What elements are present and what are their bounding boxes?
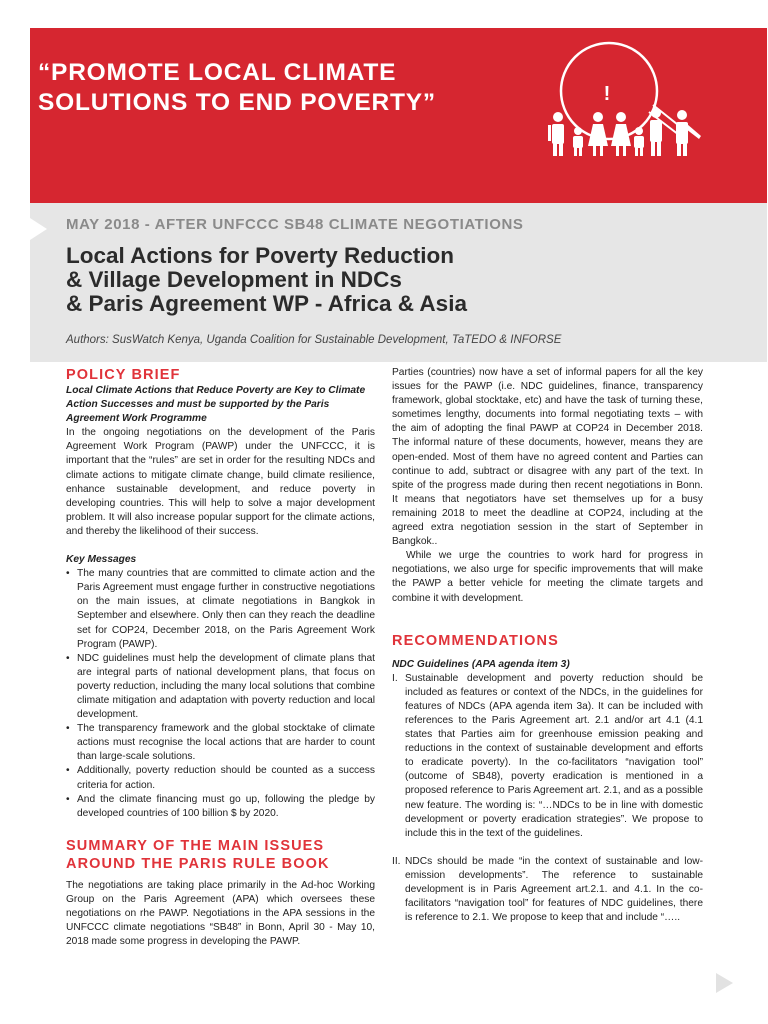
recommendation-item: [392, 855, 703, 925]
summary-heading-line: SUMMARY OF THE MAIN ISSUES: [66, 837, 325, 854]
policy-brief-heading: POLICY BRIEF: [66, 367, 181, 383]
summary-heading: [66, 837, 375, 873]
key-message-item: • NDC guidelines must help the development of climate plans that are integral parts of national development plans, that focus on poverty reduction, including the many local solutions that combine climate mitigation and adaptation with poverty reduction and local development.: [66, 652, 375, 722]
key-message-item: • Additionally, poverty reduction should be counted as a success criteria for action.: [66, 764, 375, 792]
recommendation-number: I.: [392, 672, 398, 684]
left-column: [66, 366, 375, 949]
date-line: MAY 2018 - AFTER UNFCCC SB48 CLIMATE NEGOTIATIONS: [66, 216, 524, 233]
right-column: [392, 366, 703, 925]
right-para-2: While we urge the countries to work hard for progress in negotiations, we also urge for specific improvements that will make the PAWP a better vehicle for meeting the climate targets and combine it with development.: [392, 550, 703, 604]
summary-heading-line: AROUND THE PARIS RULE BOOK: [66, 855, 330, 872]
recommendation-item: [392, 672, 703, 841]
next-page-arrow-icon[interactable]: [716, 973, 733, 993]
title-line: Local Actions for Poverty Reduction: [66, 243, 454, 268]
people-illustration-icon: [515, 0, 735, 200]
authors-line: Authors: SusWatch Kenya, Uganda Coalition for Sustainable Development, TaTEDO & INFORSE: [66, 334, 562, 346]
recommendation-number: II.: [392, 855, 401, 867]
summary-text: The negotiations are taking place primarily in the Ad-hoc Working Group on the Paris Agreement (APA) which oversees these negotiations on rhe PAWP. Negotiations in the APA sessions in the UNFCCC climate negotiations “SB48” in Bonn, April 30 - May 10, 2018 made some progress in developing the PAWP.: [66, 879, 375, 948]
policy-brief-subtitle: Local Climate Actions that Reduce Poverty are Key to Climate Action Successes and must be supported by the Paris Agreement Work Programme: [66, 385, 366, 425]
key-message-item: • The transparency framework and the global stocktake of climate actions must recognise the local actions that are harder to count than large-scale solutions.: [66, 722, 375, 764]
key-messages-list: [66, 567, 375, 821]
key-message-item: • And the climate financing must go up, following the pledge by developed countries of 100 billion $ by 2020.: [66, 793, 375, 821]
recommendations-list: [392, 672, 703, 926]
recommendation-text: NDCs should be made “in the context of sustainable and low-emission developments”. The reference to sustainable development is in Paris Agreement art.2.1. and 4.1. In the co-facilitators “navigation tool” for features of NDC guidelines, there is reference to 2.1. We propose to keep that and include “…..: [405, 855, 703, 924]
page-title: [66, 244, 666, 316]
banner-quote: “PROMOTE LOCAL CLIMATE SOLUTIONS TO END POVERTY”: [38, 59, 436, 116]
key-message-item: • The many countries that are committed to climate action and the Paris Agreement must engage further in constructive negotiations on the main issues, at climate negotiations in Bangkok in September and elsewhere. Only then can they reach the deadline set for COP24, December 2018, on the Paris Agreement Work Program (PAWP).: [66, 567, 375, 652]
recommendation-text: Sustainable development and poverty reduction should be included as features or context of the NDCs, in the guidelines for features of NDCs (APA agenda item 3a). It can be included with references to the Paris Agreement art. 2.1 and/or art 4.1 (4.1 states that Parties aim for greenhouse emission peaking and reductions in the context of sustainable development and efforts to eradicate poverty). In the co-facilitators “navigation tool” (outcome of SB48), poverty eradication is mentioned in a proposed reference to Paris Agreement art. 2.1, and as a possible new feature. The wording is: “…NDCs to be in line with domestic development or poverty eradication strategies”. We propose to include this in the text of the guidelines.: [405, 672, 703, 839]
title-line: & Village Development in NDCs: [66, 267, 402, 292]
arrow-decoration-icon: [30, 218, 47, 240]
recommendations-heading: RECOMMENDATIONS: [392, 632, 559, 649]
policy-brief-intro: In the ongoing negotiations on the development of the Paris Agreement Work Program (PAWP) under the UNFCCC, it is important that the “rules” are set in order for the resulting NDCs and climate actions to mitigate climate change, build climate resilience, enhance sustainable development, and reduce poverty in developing countries. This will help to solve a major development problem. It will also increase popular support for the climate actions, and thereby the likelihood of their success.: [66, 427, 375, 537]
ndc-guidelines-heading: NDC Guidelines (APA agenda item 3): [392, 658, 570, 670]
speech-mark: !: [603, 83, 611, 105]
key-messages-heading: Key Messages: [66, 554, 137, 566]
right-para-1: Parties (countries) now have a set of informal papers for all the key issues for the PAWP (i.e. NDC guidelines, finance, transparency framework, global stocktake, etc) and have the task of turning these, sometimes lengthy, documents into formal negotiating texts – with the aim of adopting the final PAWP at COP24 in December 2018. The informal nature of these documents, however, means they are open-ended. Most of them have no agreed content and Parties can continue to add, subtract or disagree with any part of the text. In spite of the progress made during then recent negotiations in Bonn. It means that negotiators have set themselves up for a busy remaining 2018 to meet the deadline at COP24, including at the agreed extra negotiation session in the start of September in Bangkok..: [392, 367, 703, 548]
title-line: & Paris Agreement WP - Africa & Asia: [66, 291, 467, 316]
